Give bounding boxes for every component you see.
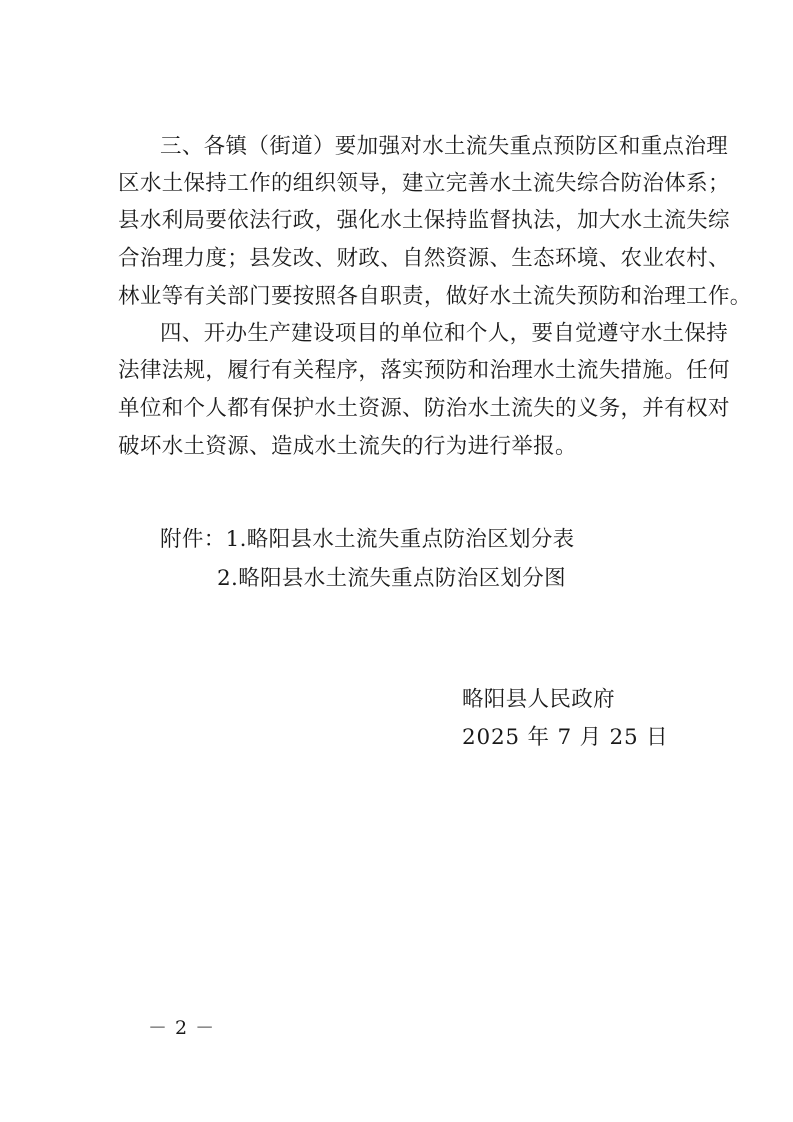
attachment-item-1: 1.略阳县水土流失重点防治区划分表 xyxy=(225,527,575,552)
paragraph-3-line-1: 三、各镇（街道）要加强对水土流失重点预防区和重点治理 xyxy=(160,134,729,159)
paragraph-3-line-5: 林业等有关部门要按照各自职责，做好水土流失预防和治理工作。 xyxy=(118,284,752,309)
paragraph-3-line-2: 区水土保持工作的组织领导，建立完善水土流失综合防治体系； xyxy=(118,171,730,196)
attachment-1 xyxy=(160,526,575,554)
paragraph-3-line-4: 合治理力度；县发改、财政、自然资源、生态环境、农业农村、 xyxy=(118,246,730,271)
signature-date: 2025 年 7 月 25 日 xyxy=(462,725,669,750)
attachment-label: 附件： xyxy=(160,527,226,552)
paragraph-4-line-3: 单位和个人都有保护水土资源、防治水土流失的义务，并有权对 xyxy=(118,396,730,421)
page-number: － 2 － xyxy=(148,1017,216,1039)
paragraph-4-line-1: 四、开办生产建设项目的单位和个人，要自觉遵守水土保持 xyxy=(160,321,729,346)
paragraph-3-line-3: 县水利局要依法行政，强化水土保持监督执法，加大水土流失综 xyxy=(118,208,730,233)
paragraph-4-line-4: 破坏水土资源、造成水土流失的行为进行举报。 xyxy=(118,434,577,459)
attachment-item-2: 2.略阳县水土流失重点防治区划分图 xyxy=(217,566,566,591)
paragraph-4-line-2: 法律法规，履行有关程序，落实预防和治理水土流失措施。任何 xyxy=(118,358,730,383)
signature-org: 略阳县人民政府 xyxy=(462,687,615,712)
